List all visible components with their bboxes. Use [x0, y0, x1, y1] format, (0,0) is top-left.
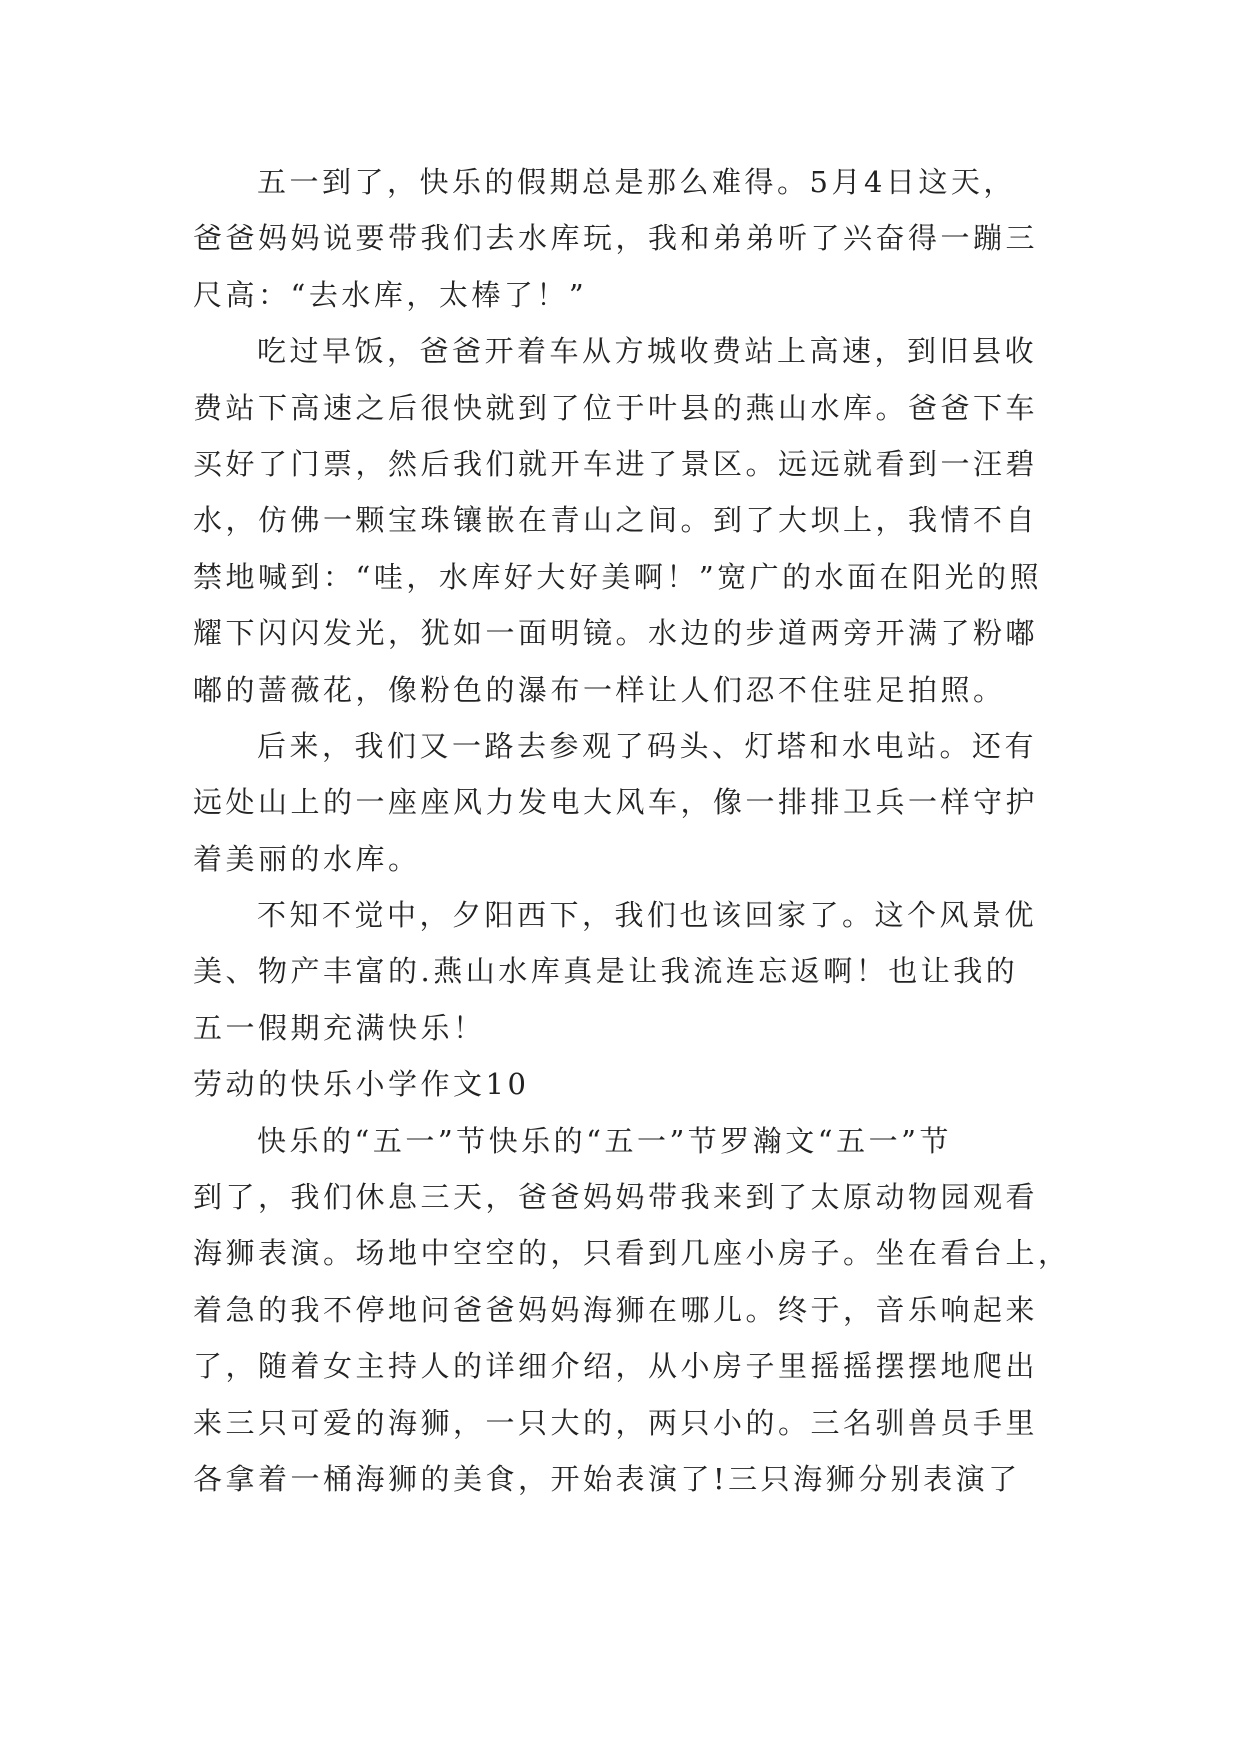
- text-line: 吃过早饭，爸爸开着车从方城收费站上高速，到旧县收: [257, 334, 1038, 369]
- text-line: 五一假期充满快乐！: [193, 1010, 486, 1045]
- text-line: 海狮表演。场地中空空的，只看到几座小房子。坐在看台上，: [193, 1236, 1071, 1271]
- text-line: 买好了门票，然后我们就开车进了景区。远远就看到一汪碧: [193, 446, 1039, 481]
- text-line: 嘟的蔷薇花，像粉色的瀑布一样让人们忍不住驻足拍照。: [193, 672, 1006, 707]
- text-line: 了，随着女主持人的详细介绍，从小房子里摇摇摆摆地爬出: [193, 1349, 1039, 1384]
- text-line: 耀下闪闪发光，犹如一面明镜。水边的步道两旁开满了粉嘟: [193, 616, 1039, 651]
- text-line: 后来，我们又一路去参观了码头、灯塔和水电站。还有: [257, 728, 1038, 763]
- text-line: 五一到了，快乐的假期总是那么难得。5月4日这天，: [257, 165, 1016, 199]
- text-line: 费站下高速之后很快就到了位于叶县的燕山水库。爸爸下车: [193, 390, 1039, 425]
- text-line: 禁地喊到：“哇，水库好大好美啊！”宽广的水面在阳光的照: [193, 559, 1043, 594]
- text-line: 不知不觉中，夕阳西下，我们也该回家了。这个风景优: [257, 898, 1038, 933]
- text-line: 美、物产丰富的.燕山水库真是让我流连忘返啊！也让我的: [193, 954, 1019, 989]
- paragraph: [193, 718, 1055, 887]
- paragraph: [193, 1113, 1071, 1508]
- paragraph: [193, 887, 1055, 1056]
- document-body: [193, 154, 1071, 1507]
- paragraph: [193, 323, 1055, 718]
- text-line: 尺高：“去水库，太棒了！”: [193, 277, 588, 312]
- text-line: 快乐的“五一”节快乐的“五一”节罗瀚文“五一”节: [257, 1123, 952, 1158]
- text-line: 到了，我们休息三天，爸爸妈妈带我来到了太原动物园观看: [193, 1180, 1039, 1215]
- text-line: 着美丽的水库。: [193, 841, 421, 876]
- text-line: 来三只可爱的海狮，一只大的，两只小的。三名驯兽员手里: [193, 1405, 1039, 1440]
- heading-line: 劳动的快乐小学作文10: [193, 1067, 530, 1102]
- paragraph: [193, 154, 1055, 323]
- text-line: 远处山上的一座座风力发电大风车，像一排排卫兵一样守护: [193, 785, 1039, 820]
- text-line: 水，仿佛一颗宝珠镶嵌在青山之间。到了大坝上，我情不自: [193, 503, 1039, 538]
- text-line: 各拿着一桶海狮的美食，开始表演了!三只海狮分别表演了: [193, 1461, 1021, 1496]
- section-heading: [193, 1056, 1055, 1112]
- text-line: 爸爸妈妈说要带我们去水库玩，我和弟弟听了兴奋得一蹦三: [193, 221, 1039, 256]
- text-line: 着急的我不停地问爸爸妈妈海狮在哪儿。终于，音乐响起来: [193, 1292, 1039, 1327]
